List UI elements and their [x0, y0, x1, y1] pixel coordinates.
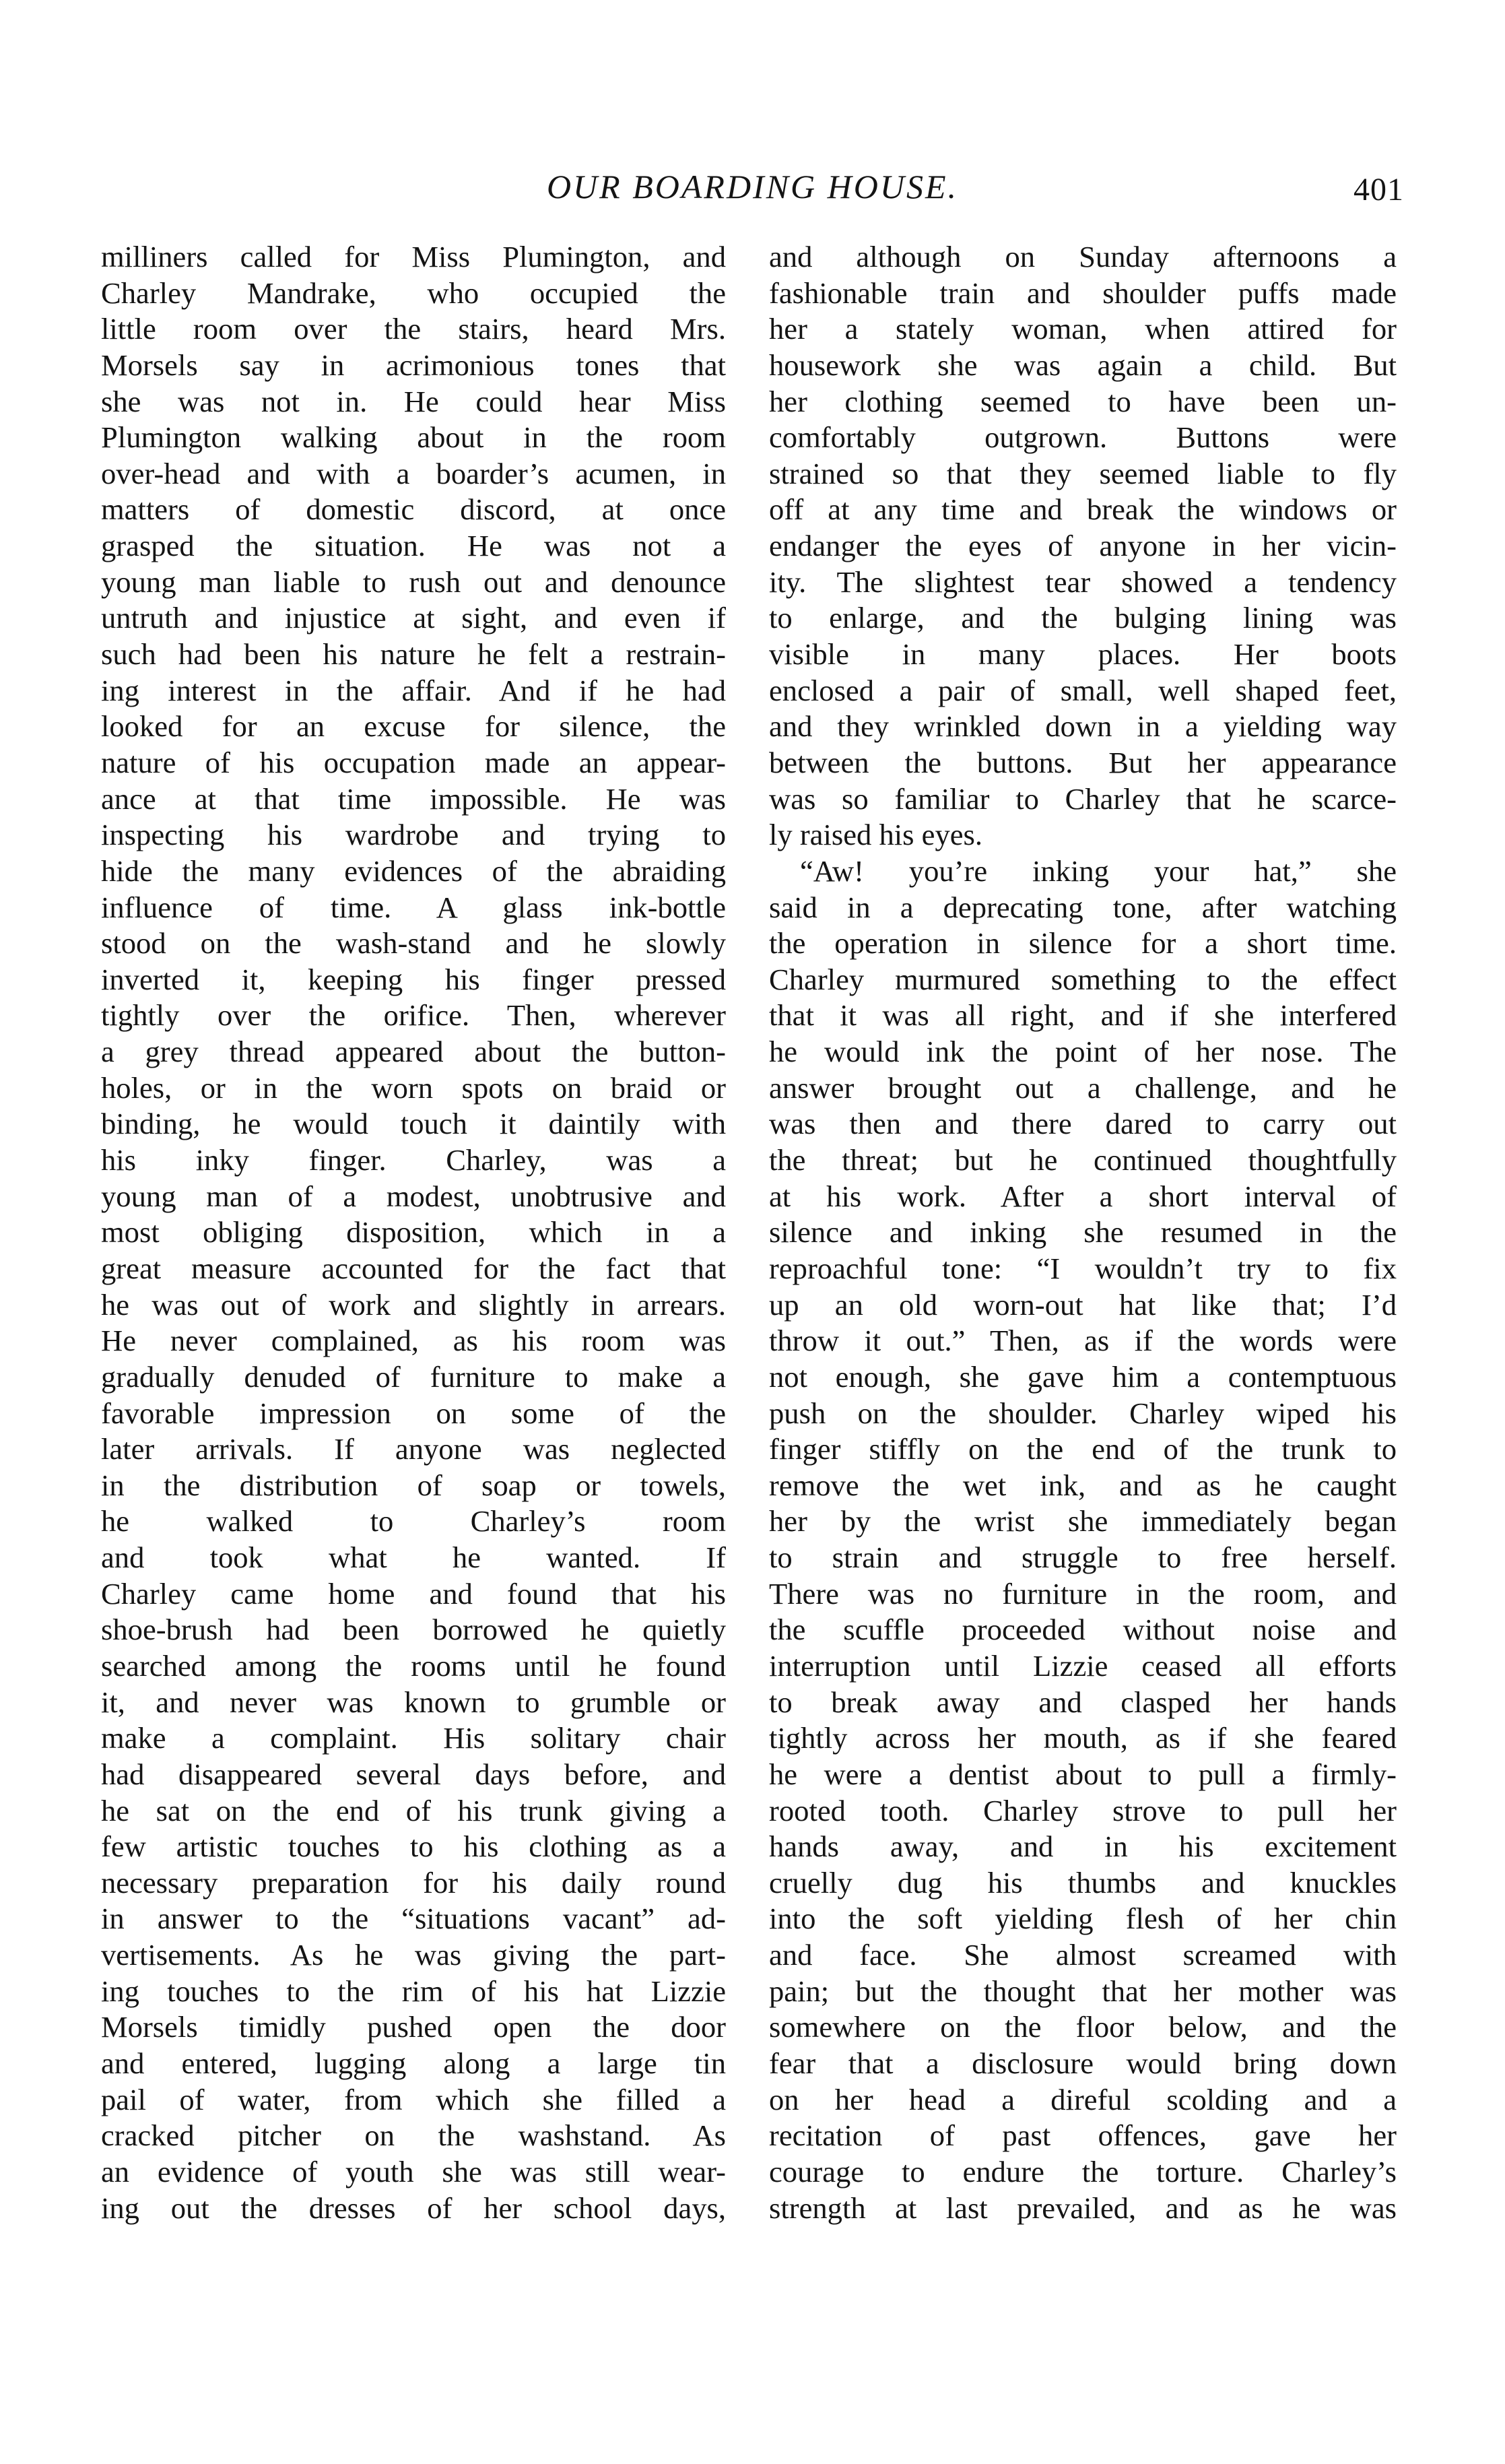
right-text-column [769, 239, 1397, 2250]
text-line: housework she was again a child. But [769, 348, 1397, 382]
text-line: and although on Sunday afternoons a [769, 240, 1397, 273]
page-number: 401 [1353, 172, 1404, 207]
text-line: said in a deprecating tone, after watching [769, 890, 1397, 924]
text-line: shoe-brush had been borrowed he quietly [101, 1613, 726, 1647]
text-line: little room over the stairs, heard Mrs. [101, 312, 726, 346]
text-line: she was not in. He could hear Miss [101, 384, 726, 418]
text-line: looked for an excuse for silence, the [101, 709, 726, 744]
text-line: on her head a direful scolding and a [769, 2082, 1397, 2116]
text-line: the threat; but he continued thoughtfully [769, 1143, 1397, 1177]
text-line: it, and never was known to grumble or [101, 1685, 726, 1719]
text-line: between the buttons. But her appearance [769, 745, 1397, 779]
text-line: and they wrinkled down in a yielding way [769, 709, 1397, 744]
text-line: binding, he would touch it daintily with [101, 1107, 726, 1141]
text-line: searched among the rooms until he found [101, 1648, 726, 1683]
text-line: ing interest in the affair. And if he had [101, 673, 726, 707]
text-line: answer brought out a challenge, and he [769, 1070, 1397, 1105]
text-line: tightly across her mouth, as if she feared [769, 1721, 1397, 1755]
text-line: nature of his occupation made an appear- [101, 745, 726, 779]
text-line: remove the wet ink, and as he caught [769, 1468, 1397, 1502]
text-line: later arrivals. If anyone was neglected [101, 1432, 726, 1466]
text-line: throw it out.” Then, as if the words were [769, 1324, 1397, 1358]
text-line: pain; but the thought that her mother was [769, 1974, 1397, 2008]
text-line: most obliging disposition, which in a [101, 1215, 726, 1250]
text-line: There was no furniture in the room, and [769, 1576, 1397, 1611]
text-line: cruelly dug his thumbs and knuckles [769, 1865, 1397, 1900]
text-line: to strain and struggle to free herself. [769, 1541, 1397, 1575]
text-line: her a stately woman, when attired for [769, 312, 1397, 346]
text-line: ity. The slightest tear showed a tendency [769, 564, 1397, 599]
text-line: was then and there dared to carry out [769, 1107, 1397, 1141]
text-line: Morsels say in acrimonious tones that [101, 348, 726, 382]
running-title: OUR BOARDING HOUSE. [546, 168, 959, 205]
text-line: and entered, lugging along a large tin [101, 2046, 726, 2081]
text-line: his inky finger. Charley, was a [101, 1143, 726, 1177]
text-line: somewhere on the floor below, and the [769, 2010, 1397, 2044]
running-head [101, 167, 1404, 214]
text-line: off at any time and break the windows or [769, 492, 1397, 527]
text-line: he were a dentist about to pull a firmly- [769, 1757, 1397, 1791]
text-line: great measure accounted for the fact that [101, 1251, 726, 1285]
text-line: courage to endure the torture. Charley’s [769, 2154, 1397, 2189]
text-line: vertisements. As he was giving the part- [101, 1938, 726, 1972]
text-line: strained so that they seemed liable to fly [769, 456, 1397, 490]
text-line: enclosed a pair of small, well shaped feet, [769, 673, 1397, 707]
text-line: young man liable to rush out and denounce [101, 564, 726, 599]
text-line: ly raised his eyes. [769, 818, 983, 852]
text-line: such had been his nature he felt a restrain- [101, 637, 726, 672]
text-line: influence of time. A glass ink-bottle [101, 890, 726, 924]
text-line: hide the many evidences of the abraiding [101, 853, 726, 888]
text-line: Morsels timidly pushed open the door [101, 2010, 726, 2044]
text-line: he walked to Charley’s room [101, 1504, 726, 1538]
text-line: push on the shoulder. Charley wiped his [769, 1396, 1397, 1430]
text-line: Charley Mandrake, who occupied the [101, 275, 726, 310]
text-line: Charley murmured something to the effect [769, 962, 1397, 996]
text-line: was so familiar to Charley that he scarce- [769, 781, 1397, 816]
text-line: endanger the eyes of anyone in her vicin- [769, 529, 1397, 563]
text-line: ing out the dresses of her school days, [101, 2191, 726, 2225]
text-line: finger stiffly on the end of the trunk to [769, 1432, 1397, 1466]
text-line: gradually denuded of furniture to make a [101, 1359, 726, 1394]
text-line: make a complaint. His solitary chair [101, 1721, 726, 1755]
text-line: to enlarge, and the bulging lining was [769, 601, 1397, 635]
text-line: inverted it, keeping his finger pressed [101, 962, 726, 996]
text-line: young man of a modest, unobtrusive and [101, 1179, 726, 1213]
text-line: her clothing seemed to have been un- [769, 384, 1397, 418]
text-line: fashionable train and shoulder puffs made [769, 275, 1397, 310]
text-line: that it was all right, and if she interfered [769, 998, 1397, 1033]
text-line: Charley came home and found that his [101, 1576, 726, 1611]
text-line: He never complained, as his room was [101, 1324, 726, 1358]
text-line: he was out of work and slightly in arrears. [101, 1287, 726, 1322]
text-line: an evidence of youth she was still wear- [101, 2154, 726, 2189]
text-line: he sat on the end of his trunk giving a [101, 1793, 726, 1827]
text-line: necessary preparation for his daily round [101, 1865, 726, 1900]
text-line: in answer to the “situations vacant” ad- [101, 1902, 726, 1936]
text-line: holes, or in the worn spots on braid or [101, 1070, 726, 1105]
text-line: had disappeared several days before, and [101, 1757, 726, 1791]
text-line: few artistic touches to his clothing as a [101, 1829, 726, 1864]
text-line: into the soft yielding flesh of her chin [769, 1902, 1397, 1936]
text-line: matters of domestic discord, at once [101, 492, 726, 527]
text-line: ance at that time impossible. He was [101, 781, 726, 816]
text-line: milliners called for Miss Plumington, and [101, 240, 726, 273]
text-line: in the distribution of soap or towels, [101, 1468, 726, 1502]
text-line: and took what he wanted. If [101, 1541, 726, 1575]
text-line: to break away and clasped her hands [769, 1685, 1397, 1719]
text-line: untruth and injustice at sight, and even if [101, 601, 726, 635]
text-line: cracked pitcher on the washstand. As [101, 2118, 726, 2153]
text-line: ing touches to the rim of his hat Lizzie [101, 1974, 726, 2008]
text-line: rooted tooth. Charley strove to pull her [769, 1793, 1397, 1827]
text-line: not enough, she gave him a contemptuous [769, 1359, 1397, 1394]
text-line: Plumington walking about in the room [101, 420, 726, 455]
text-line: “Aw! you’re inking your hat,” she [800, 853, 1397, 888]
text-line: the operation in silence for a short time. [769, 926, 1397, 961]
text-line: comfortably outgrown. Buttons were [769, 420, 1397, 455]
text-line: tightly over the orifice. Then, wherever [101, 998, 726, 1033]
text-line: he would ink the point of her nose. The [769, 1035, 1397, 1069]
text-line: inspecting his wardrobe and trying to [101, 818, 726, 852]
text-line: silence and inking she resumed in the [769, 1215, 1397, 1250]
text-line: visible in many places. Her boots [769, 637, 1397, 672]
text-line: pail of water, from which she filled a [101, 2082, 726, 2116]
text-line: interruption until Lizzie ceased all efforts [769, 1648, 1397, 1683]
left-text-column [101, 239, 726, 2250]
text-line: hands away, and in his excitement [769, 1829, 1397, 1864]
text-line: recitation of past offences, gave her [769, 2118, 1397, 2153]
text-line: her by the wrist she immediately began [769, 1504, 1397, 1538]
text-line: over-head and with a boarder’s acumen, in [101, 456, 726, 490]
text-line: grasped the situation. He was not a [101, 529, 726, 563]
text-line: and face. She almost screamed with [769, 1938, 1397, 1972]
text-line: favorable impression on some of the [101, 1396, 726, 1430]
text-line: stood on the wash-stand and he slowly [101, 926, 726, 961]
text-line: reproachful tone: “I wouldn’t try to fix [769, 1251, 1397, 1285]
text-line: the scuffle proceeded without noise and [769, 1613, 1397, 1647]
text-line: a grey thread appeared about the button- [101, 1035, 726, 1069]
text-line: strength at last prevailed, and as he was [769, 2191, 1397, 2225]
text-line: at his work. After a short interval of [769, 1179, 1397, 1213]
text-line: up an old worn-out hat like that; I’d [769, 1287, 1397, 1322]
text-line: fear that a disclosure would bring down [769, 2046, 1397, 2081]
